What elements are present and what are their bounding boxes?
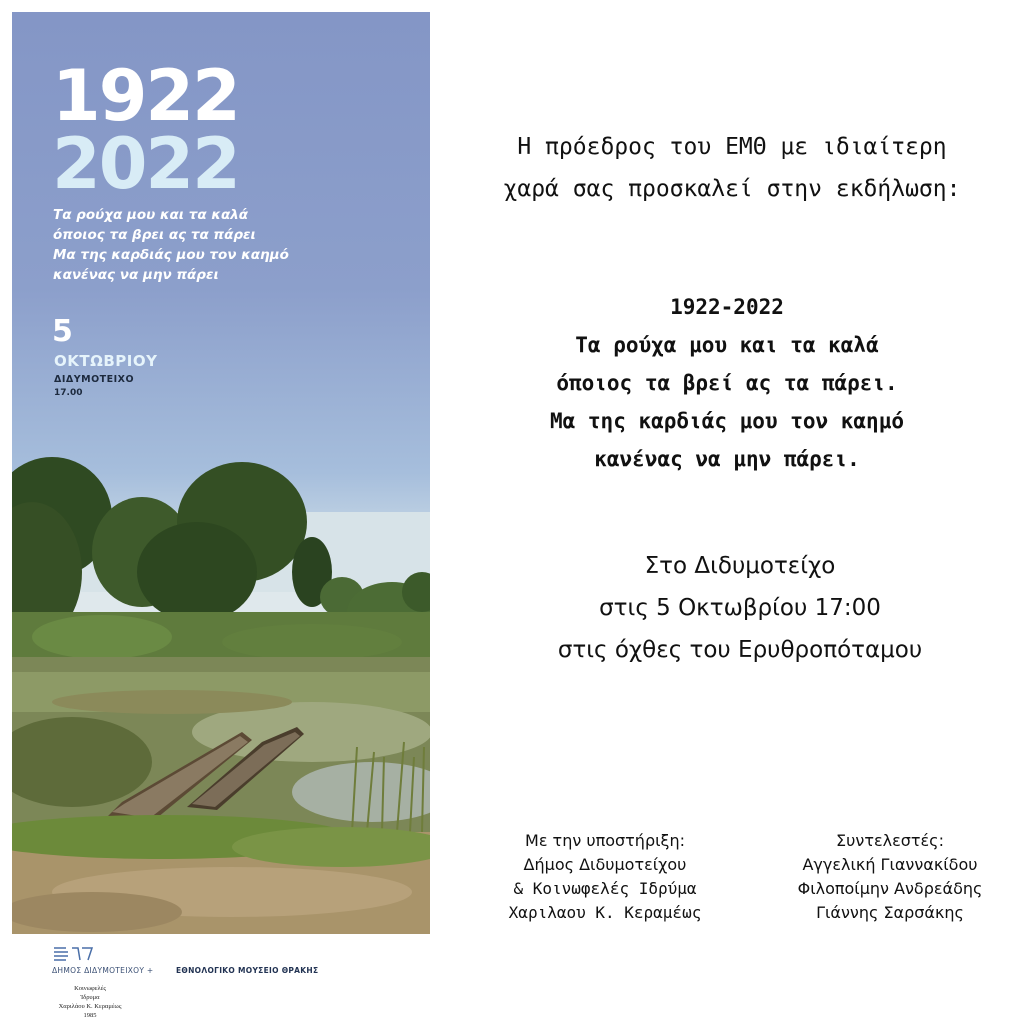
invitation-intro: [462, 126, 1002, 210]
support-line: Χαριλαου Κ. Κεραμέως: [508, 903, 702, 922]
poster-month: ΟΚΤΩΒΡΙΟΥ: [54, 352, 158, 370]
poster-place: ΔΙΔΥΜΟΤΕΙΧΟ: [54, 374, 135, 385]
poster-lyric-line: Μα της καρδιάς μου τον καημό: [53, 247, 289, 263]
poster-lyric-line: Τα ρούχα μου και τα καλά: [53, 207, 249, 223]
poster-time: 17.00: [54, 388, 83, 398]
verse-line: όποιος τα βρεί ας τα πάρει.: [556, 371, 898, 395]
support-block: [470, 829, 740, 925]
municipality-logo-text: ΔΗΜΟΣ ΔΙΔΥΜΟΤΕΙΧΟΥ +: [52, 966, 154, 975]
credits-line: Αγγελική Γιαννακίδου: [802, 855, 978, 874]
credits-line: Γιάννης Σαρσάκης: [816, 903, 964, 922]
support-line: Δήμος Διδυμοτείχου: [523, 855, 687, 874]
foundation-logo-line: 1985: [83, 1012, 97, 1019]
support-line: Με την υποστήριξη:: [525, 831, 685, 850]
credits-line: Συντελεστές:: [836, 831, 944, 850]
poster-years: [52, 55, 239, 205]
poster-lyric-line: κανένας να μην πάρει: [53, 267, 219, 283]
venue-line: Στο Διδυμοτείχο: [644, 553, 836, 579]
foundation-logo-line: Χαριλάου Κ. Κεραμέως: [58, 1003, 122, 1010]
poster-lyric-line: όποιος τα βρει ας τα πάρει: [53, 227, 256, 243]
intro-line: χαρά σας προσκαλεί στην εκδήλωση:: [503, 176, 961, 202]
poster-year-start: 1922: [52, 55, 239, 137]
credits-line: Φιλοποίμην Ανδρεάδης: [797, 879, 983, 898]
event-poster: [12, 12, 430, 934]
verse-line: 1922-2022: [670, 295, 784, 319]
support-line: & Κοινωφελές Ιδρύμα: [513, 879, 697, 898]
venue-line: στις 5 Οκτωβρίου 17:00: [599, 595, 881, 621]
poster-lyrics: [53, 205, 353, 285]
credits-block: [770, 829, 1010, 925]
verse-line: κανένας να μην πάρει.: [594, 447, 860, 471]
poster-day: 5: [52, 314, 73, 349]
venue-line: στις όχθες του Ερυθροπόταμου: [557, 637, 923, 663]
intro-line: Η πρόεδρος του ΕΜΘ με ιδιαίτερη: [517, 134, 947, 160]
foundation-logo: [50, 984, 130, 1020]
event-venue: [470, 545, 1010, 671]
foundation-logo-line: Ίδρυμα: [80, 994, 100, 1001]
museum-logo-text: ΕΘΝΟΛΟΓΙΚΟ ΜΟΥΣΕΙΟ ΘΡΑΚΗΣ: [176, 966, 319, 975]
event-title-verse: [462, 288, 992, 478]
verse-line: Τα ρούχα μου και τα καλά: [575, 333, 879, 357]
poster-year-end: 2022: [52, 123, 239, 205]
foundation-logo-line: Κοινωφελές: [74, 985, 106, 992]
verse-line: Μα της καρδιάς μου τον καημό: [549, 409, 904, 433]
